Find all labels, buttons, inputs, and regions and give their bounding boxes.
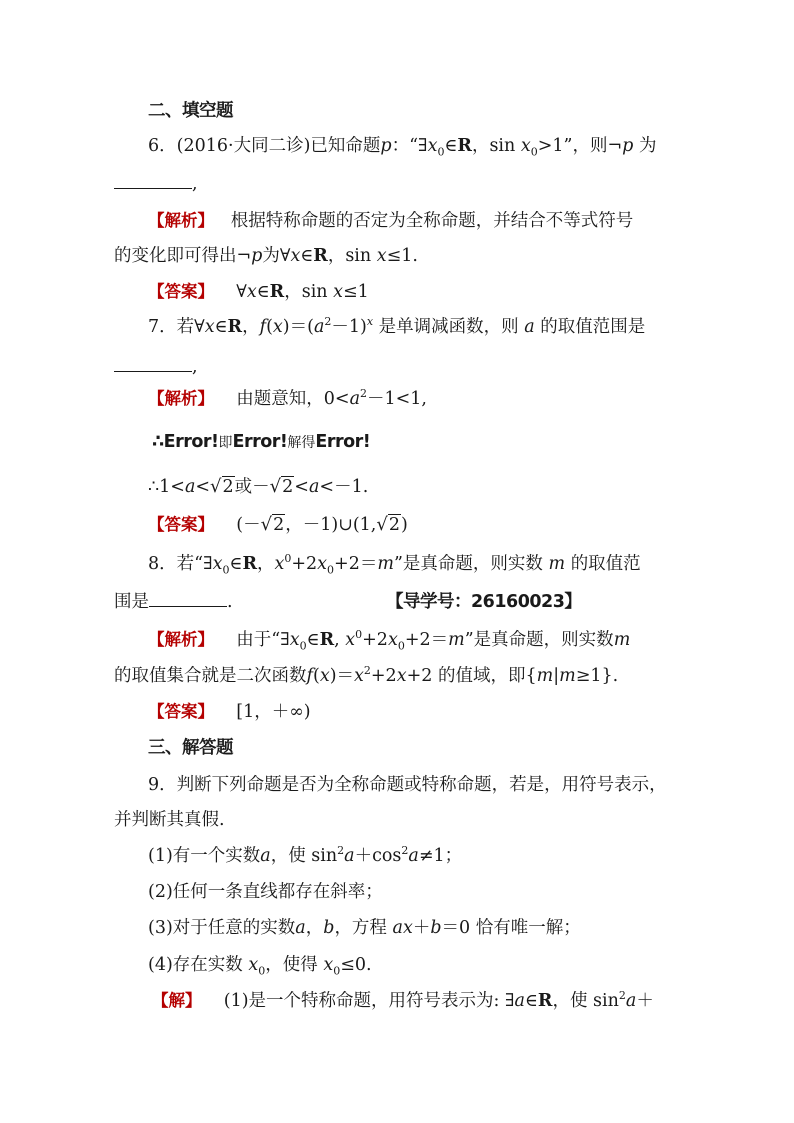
analysis-tag: 【解析】 <box>148 211 214 230</box>
q8-line-1: 8．若“$\exists x_0\in R$，$x^0+2x_0+2=m$”是真命题，则实数 m 的取值范 <box>148 552 641 577</box>
q9-item-1: (1)有一个实数a，使 $\sin^2a+\cos^2a\ne 1$； <box>148 844 463 866</box>
q9-item-3: (3)对于任意的实数a，b，方程 ax＋b＝0 恰有唯一解； <box>148 918 581 938</box>
q8-analysis-2: 的取值集合就是二次函数$f(x)=x^2+2x+2$ 的值域，即{m|m≥1}. <box>114 664 619 686</box>
q6-analysis-1: 【解析】 根据特称命题的否定为全称命题，并结合不等式符号 <box>148 211 634 231</box>
sqrt-2: √2 <box>269 476 294 497</box>
q7-analysis-1: 【解析】 由题意知，$0<a^2-1<1$, <box>148 387 427 409</box>
q7-answer: 【答案】 (－√2，－1)∪(1,√2) <box>148 514 408 535</box>
q7-line-1: 7．若∀x∈R，$f(x)=(a^2-1)^x$ 是单调减函数，则 a 的取值范围是 <box>148 315 646 337</box>
q7-error-line: ∴Error!即Error!解得Error! <box>152 432 371 452</box>
q8-analysis-1: 【解析】 由于“$\exists x_0\in R$, $x^0+2x_0+2=m$”是真命题，则实数m <box>148 628 631 653</box>
q6-analysis-2: 的变化即可得出¬p为∀x∈R，sin x≤1. <box>114 246 418 266</box>
q7-blank-line: , <box>114 355 198 379</box>
q9-line-2: 并判断其真假. <box>114 810 225 830</box>
solution-tag: 【解】 <box>152 991 202 1010</box>
q7-range-line: ∴1<a<√2或－√2<a<－1. <box>148 476 369 497</box>
sqrt-2: √2 <box>376 514 400 535</box>
q8-line-2: 围是 . <box>114 592 233 612</box>
sqrt-2: √2 <box>260 514 285 535</box>
q6-answer: 【答案】 ∀x∈R，sin x≤1 <box>148 282 369 302</box>
answer-tag: 【答案】 <box>148 282 214 301</box>
q8-answer: 【答案】 [1，＋∞) <box>148 702 311 722</box>
q9-item-4: (4)存在实数 $x_0$，使得 $x_0\le 0$. <box>148 955 372 978</box>
q6-blank-line: , <box>114 172 198 196</box>
q7-answer-blank <box>114 357 192 372</box>
section-title-solve: 三、解答题 <box>148 738 233 758</box>
q9-line-1: 9．判断下列命题是否为全称命题或特称命题，若是，用符号表示， <box>148 775 667 795</box>
q6-line-1: 6．(2016·大同二诊)已知命题p：“$\exists x_0\in R$，$\sin x_0>1$”，则¬p 为 <box>148 136 657 159</box>
q8-answer-blank <box>149 592 227 607</box>
q8-guide-number: 【导学号：26160023】 <box>386 592 582 612</box>
q6-answer-blank <box>114 174 192 189</box>
section-title-fill: 二、填空题 <box>148 101 233 121</box>
q9-item-2: (2)任何一条直线都存在斜率； <box>148 882 383 902</box>
q6-source: (2016·大同二诊) <box>176 136 311 156</box>
q9-solution: 【解】 (1)是一个特称命题，用符号表示为: ∃a∈R，使 $\sin^2a+$ <box>152 989 654 1011</box>
sqrt-2: √2 <box>210 476 234 497</box>
